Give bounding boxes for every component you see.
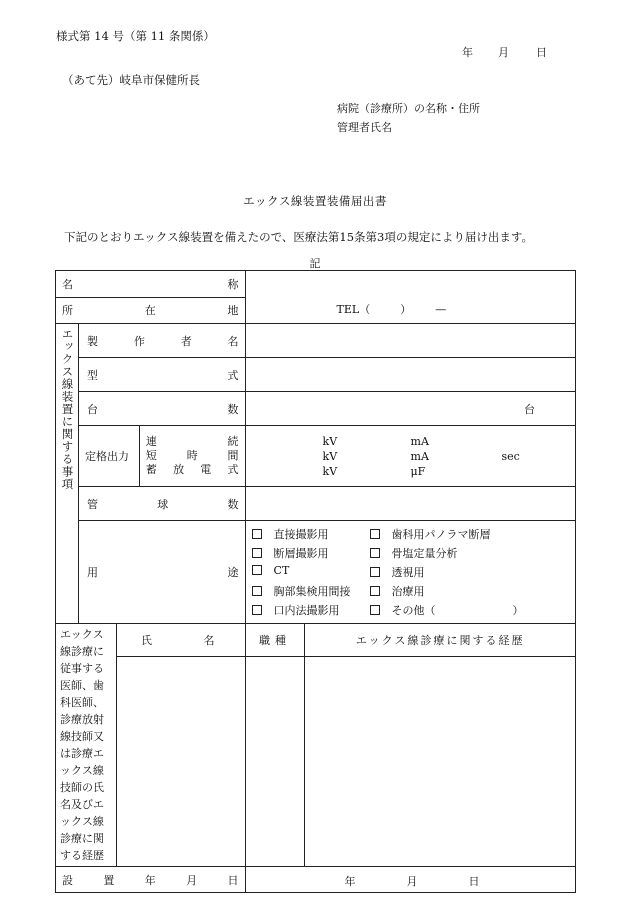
- maker-label: 製 作 者 名: [87, 334, 239, 348]
- tube-count-label-cell: [79, 487, 246, 521]
- location-label: 所 在 地: [62, 304, 239, 318]
- tel-close: ）: [400, 303, 412, 316]
- use-option[interactable]: 胸部集検用間接: [252, 583, 370, 599]
- model-label-cell: [79, 358, 246, 392]
- short-time-label: 短 時 間: [145, 449, 239, 462]
- uf-unit: μF: [410, 465, 426, 478]
- ki-label: 記: [309, 257, 321, 270]
- use-option[interactable]: 口内法撮影用: [252, 602, 370, 618]
- ma-unit-2: mA: [410, 450, 429, 463]
- use-option[interactable]: 直接撮影用: [252, 526, 370, 542]
- capacitor-label: 蓄 放 電 式: [145, 463, 239, 476]
- staff-section-label: エックス線診療に従事する医師、歯科医師、診療放射線技師又は診療エックス線技師の氏名及びエックス線診療に関する経歴: [60, 628, 104, 862]
- tel-field[interactable]: [337, 301, 447, 317]
- checkbox[interactable]: [252, 605, 262, 615]
- count-unit: 台: [524, 402, 535, 416]
- tel-dash: —: [435, 303, 447, 316]
- use-options: [246, 521, 575, 623]
- kv-unit-1: kV: [322, 435, 338, 448]
- maker-label-cell: [79, 324, 246, 358]
- hospital-name-address-label: 病院（診療所）の名称・住所: [337, 102, 480, 115]
- staff-job-value-cell[interactable]: [245, 656, 305, 866]
- staff-section-label-cell: [56, 624, 117, 867]
- checkbox[interactable]: [370, 586, 380, 596]
- count-label: 台 数: [87, 402, 239, 416]
- addressee: （あて先）岐阜市保健所長: [62, 73, 200, 87]
- checkbox[interactable]: [252, 548, 262, 558]
- xray-section-label-cell: [56, 324, 79, 624]
- checkbox[interactable]: [252, 565, 262, 575]
- rated-output-value-cell[interactable]: [245, 426, 575, 487]
- count-label-cell: [79, 392, 246, 426]
- use-option[interactable]: 歯科用パノラマ断層: [370, 526, 510, 542]
- rated-output-label-cell: [79, 426, 140, 487]
- rated-output-label: 定格出力: [85, 450, 129, 463]
- form-number: 様式第 14 号（第 11 条関係）: [56, 29, 215, 43]
- kv-unit-3: kV: [322, 465, 338, 478]
- ma-unit-1: mA: [410, 435, 429, 448]
- staff-name-value-cell[interactable]: [117, 656, 246, 866]
- name-location-value-cell[interactable]: [245, 271, 575, 324]
- use-option[interactable]: 治療用: [370, 583, 510, 599]
- xray-section-label: エックス線装置に関する事項: [60, 328, 75, 491]
- model-value-cell[interactable]: [245, 358, 575, 392]
- kv-unit-2: kV: [322, 450, 338, 463]
- use-option[interactable]: 透視用: [370, 564, 510, 580]
- checkbox[interactable]: [252, 529, 262, 539]
- continuous-label: 連 続: [145, 435, 239, 448]
- output-type-labels-cell: [139, 426, 245, 487]
- count-value-cell[interactable]: [245, 392, 575, 426]
- document-title: エックス線装置装備届出書: [243, 194, 387, 208]
- tel-label: TEL（: [336, 303, 371, 316]
- install-label: 設 置 年 月 日: [62, 873, 239, 887]
- maker-value-cell[interactable]: [245, 324, 575, 358]
- install-year: 年: [344, 874, 356, 888]
- staff-name-header: 氏 名: [141, 633, 215, 647]
- intro-text: 下記のとおりエックス線装置を備えたので、医療法第15条第3項の規定により届け出ます。: [64, 230, 533, 244]
- staff-name-header-cell: [117, 624, 246, 657]
- name-label: 名 称: [62, 277, 239, 291]
- date-day-label: 日: [536, 46, 547, 59]
- manager-name-label: 管理者氏名: [337, 121, 392, 134]
- checkbox[interactable]: [370, 605, 380, 615]
- install-date-value-cell[interactable]: [245, 867, 575, 893]
- checkbox[interactable]: [370, 548, 380, 558]
- checkbox[interactable]: [370, 567, 380, 577]
- staff-history-header: エックス線診療に関する経歴: [355, 633, 525, 647]
- date-month-label: 月: [498, 46, 509, 59]
- install-day: 日: [468, 874, 480, 888]
- staff-job-header: 職種: [258, 633, 291, 647]
- tube-count-label: 管 球 数: [87, 497, 239, 511]
- use-label: 用 途: [87, 566, 239, 579]
- checkbox[interactable]: [252, 586, 262, 596]
- staff-job-header-cell: [245, 624, 305, 657]
- checkbox[interactable]: [370, 529, 380, 539]
- location-label-cell: [56, 297, 246, 324]
- use-options-cell: [245, 521, 575, 624]
- tube-count-value-cell[interactable]: [245, 487, 575, 521]
- date-year-label: 年: [462, 46, 473, 59]
- install-label-cell: [56, 867, 246, 893]
- use-option[interactable]: その他（ ）: [370, 602, 510, 618]
- use-option[interactable]: CT: [252, 564, 370, 580]
- staff-history-value-cell[interactable]: [305, 656, 576, 866]
- registration-form-table: [55, 270, 576, 893]
- staff-history-header-cell: [305, 624, 576, 657]
- use-option[interactable]: 骨塩定量分析: [370, 545, 510, 561]
- name-label-cell: [56, 271, 246, 298]
- model-label: 型 式: [87, 368, 239, 382]
- install-month: 月: [406, 874, 418, 888]
- use-label-cell: [79, 521, 246, 624]
- use-option[interactable]: 断層撮影用: [252, 545, 370, 561]
- sec-unit: sec: [501, 450, 520, 463]
